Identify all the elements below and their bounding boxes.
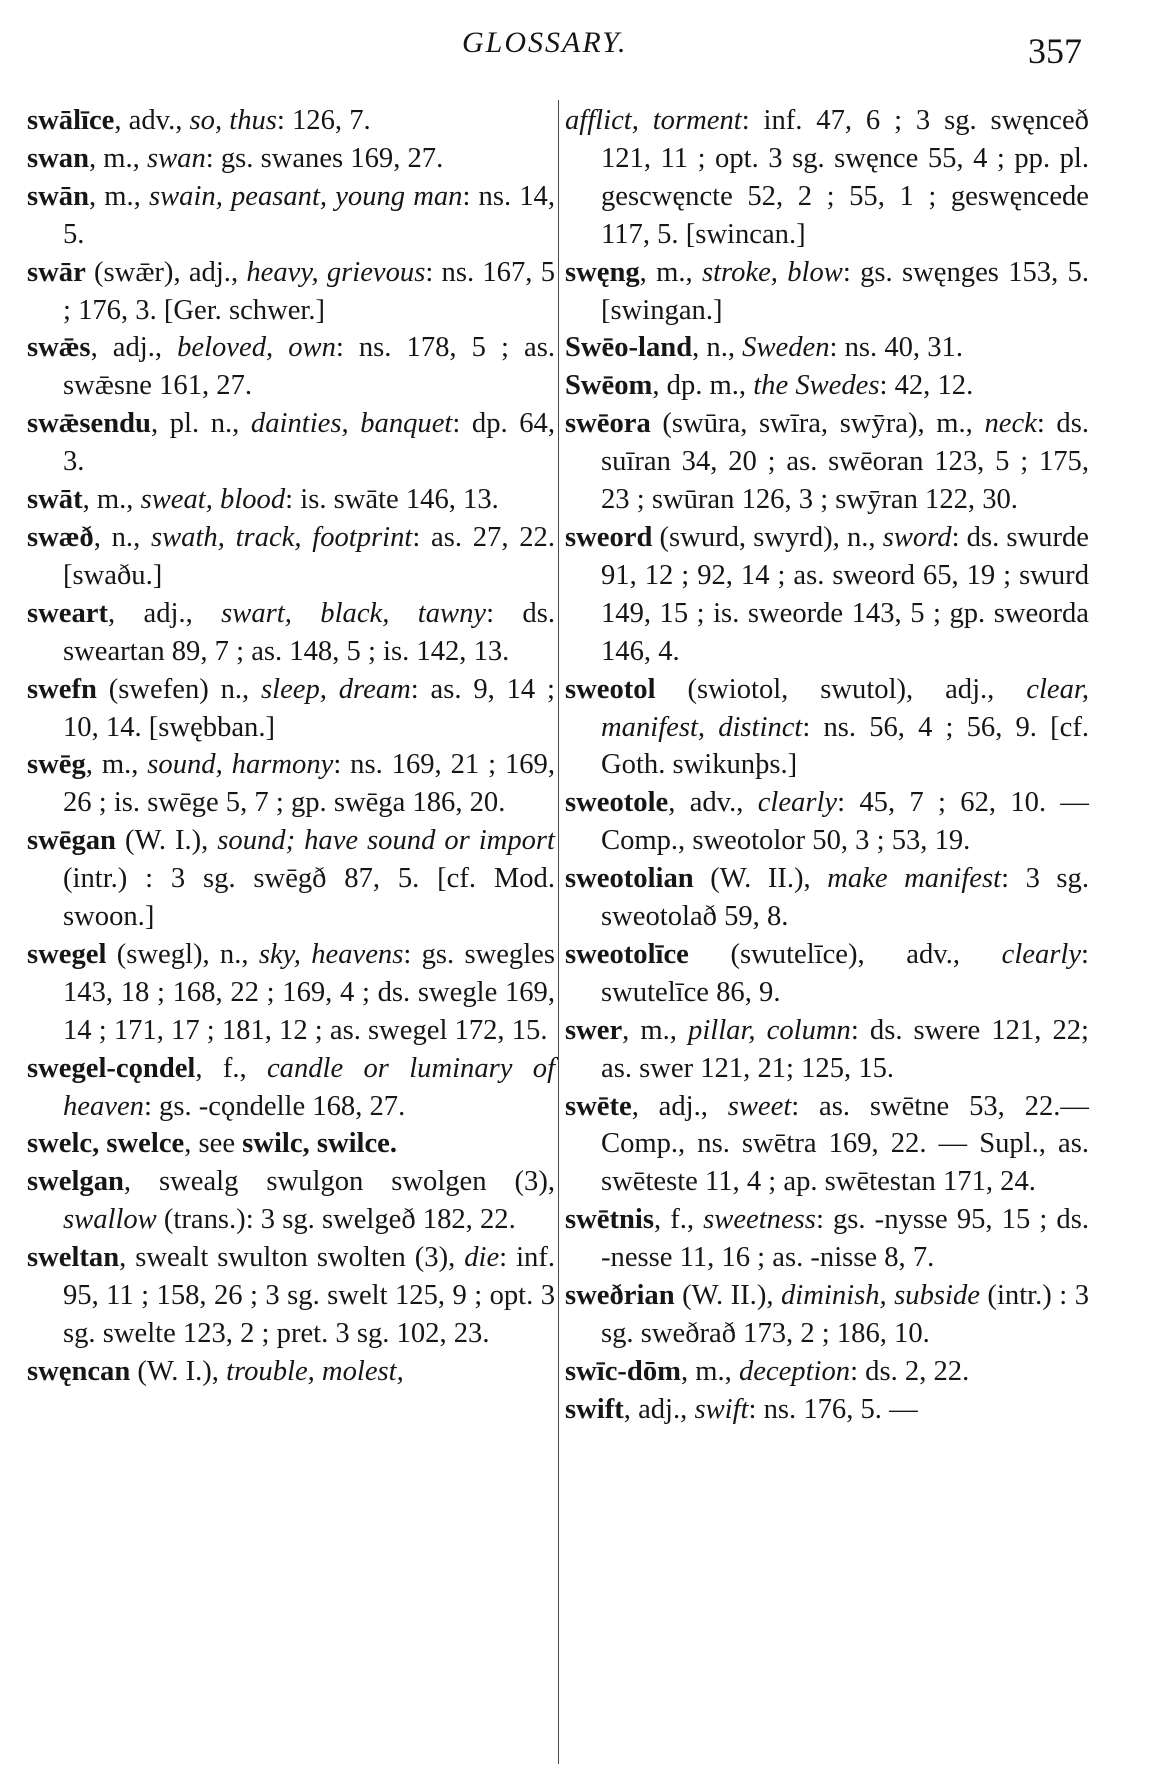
entry-citations: : inf. 95, 11 ; 158, 26 ; 3 sg. swelt 125, 9 ; opt. 3 sg. swelte 123, 2 ; pret. 3 sg. 102, 23.	[63, 1242, 555, 1349]
glossary-entry	[27, 822, 555, 936]
entry-citations: swilc, swilce.	[242, 1128, 398, 1160]
entry-citations: : ns. 56, 4 ; 56, 9. [cf. Goth. swikunþs.]	[601, 711, 1089, 781]
entry-citations: : as. 9, 14 ; 10, 14. [swębban.]	[63, 673, 555, 743]
headword: sweðrian	[565, 1280, 675, 1312]
entry-meaning: pillar, column	[688, 1014, 851, 1046]
entry-grammar: , see	[184, 1128, 243, 1160]
headword: swēg	[27, 749, 86, 781]
entry-citations: : as. swētne 53, 22.— Comp., ns. swētra 169, 22. — Supl., as. swēteste 11, 4 ; ap. swētestan 171, 24.	[601, 1090, 1089, 1198]
entry-citations: : ds. swurde 91, 12 ; 92, 14 ; as. sweord 65, 19 ; swurd 149, 15 ; is. sweorde 143, 5 ; gp. sweorda 146, 4.	[601, 521, 1089, 667]
glossary-entry	[27, 140, 555, 178]
glossary-entry	[565, 784, 1089, 860]
entry-grammar: , adj.,	[631, 1090, 728, 1122]
headword: sweotolīce	[565, 938, 689, 970]
headword: swæð	[27, 521, 94, 553]
entry-grammar: , adv.,	[114, 105, 190, 136]
entry-grammar: (W. I.),	[130, 1355, 227, 1387]
entry-grammar: (swiotol, swutol), adj.,	[655, 673, 1027, 705]
entry-meaning: clearly	[757, 787, 838, 819]
entry-citations: : 45, 7 ; 62, 10. — Comp., sweotolor 50, 3 ; 53, 19.	[601, 787, 1089, 857]
entry-meaning: swan	[146, 142, 206, 174]
glossary-entry	[565, 671, 1089, 785]
headword: swētnis	[565, 1204, 654, 1236]
entry-meaning: sound, harmony	[147, 749, 334, 781]
glossary-entry	[27, 936, 555, 1050]
entry-citations: : swutelīce 86, 9.	[601, 938, 1089, 1008]
entry-citations: : 42, 12.	[879, 370, 974, 402]
entry-grammar: (swegl), n.,	[106, 938, 259, 970]
entry-citations: : ns. 14, 5.	[63, 180, 555, 250]
entry-citations: : 126, 7.	[276, 105, 371, 136]
headword: swēgan	[27, 825, 116, 857]
glossary-entry	[27, 519, 555, 595]
headword: sweltan	[27, 1242, 120, 1274]
headword: swan	[27, 142, 89, 174]
headword: swāt	[27, 484, 83, 516]
glossary-entry	[27, 329, 555, 405]
entry-meaning: swain, peasant, young man	[148, 180, 463, 212]
entry-grammar: , m.,	[639, 256, 702, 288]
entry-meaning: heavy, grievous	[246, 256, 426, 288]
entry-meaning: trouble, molest,	[226, 1355, 404, 1387]
entry-grammar: (swefen) n.,	[96, 673, 262, 705]
entry-grammar: (swǣr), adj.,	[85, 256, 247, 288]
entry-meaning: swift	[694, 1393, 749, 1425]
glossary-entry	[27, 746, 555, 822]
entry-meaning: swart, black, tawny	[221, 597, 487, 629]
entry-citations: : ns. 176, 5. —	[748, 1393, 918, 1425]
headword: swelc, swelce	[27, 1128, 185, 1160]
entry-meaning: so, thus	[189, 105, 277, 136]
entry-meaning: sky, heavens	[258, 938, 404, 970]
headword: swęncan	[27, 1355, 131, 1387]
glossary-entry	[27, 595, 555, 671]
glossary-entry	[565, 102, 1089, 254]
entry-citations: (intr.) : 3 sg. sweðrað 173, 2 ; 186, 10.	[601, 1280, 1089, 1349]
entry-citations: : gs. -nysse 95, 15 ; ds. -nesse 11, 16 ; as. -nisse 8, 7.	[601, 1204, 1090, 1274]
glossary-entry	[565, 1201, 1089, 1277]
headword: swǣsendu	[27, 408, 151, 440]
entry-meaning: swath, track, footprint	[150, 521, 413, 553]
entry-citations: : ns. 178, 5 ; as. swǣsne 161, 27.	[63, 332, 555, 402]
entry-meaning: clear, manifest, distinct	[601, 673, 1089, 743]
entry-citations: : ds. 2, 22.	[850, 1355, 970, 1387]
entry-citations: : as. 27, 22. [swaðu.]	[63, 521, 555, 591]
entry-grammar: , m.,	[680, 1355, 739, 1387]
entry-meaning: deception	[738, 1355, 851, 1387]
glossary-entry	[27, 1353, 555, 1391]
entry-citations: : ns. 40, 31.	[829, 332, 963, 364]
entry-grammar: , m.,	[85, 749, 148, 781]
entry-meaning: swallow	[63, 1204, 157, 1236]
glossary-entry	[565, 936, 1089, 1012]
entry-citations: : ds. sweartan 89, 7 ; as. 148, 5 ; is. 142, 13.	[63, 597, 555, 667]
entry-meaning: sweetness	[703, 1204, 816, 1236]
glossary-entry	[565, 519, 1089, 671]
glossary-entry	[565, 1277, 1089, 1353]
headword: swęng	[565, 256, 640, 288]
entry-grammar: , m.,	[82, 484, 141, 516]
headword: sweotol	[565, 673, 656, 705]
glossary-entry	[27, 481, 555, 519]
entry-citations: : inf. 47, 6 ; 3 sg. swęnceð 121, 11 ; opt. 3 sg. swęnce 55, 4 ; pp. pl. gescwęncte 52, 2 ; 55, 1 ; geswęncede 117, 5. [swincan.]	[601, 105, 1089, 250]
glossary-entry	[27, 1125, 555, 1163]
glossary-entry	[27, 671, 555, 747]
glossary-entry	[565, 367, 1089, 405]
glossary-entry	[27, 1239, 555, 1353]
column-divider	[558, 100, 559, 1764]
entry-meaning: Sweden	[742, 332, 830, 364]
entry-grammar: , dp. m.,	[652, 370, 754, 402]
entry-grammar: (W. II.),	[693, 863, 828, 895]
glossary-entry	[27, 254, 555, 330]
headword: swīc-dōm	[565, 1355, 681, 1387]
entry-grammar: , adj.,	[107, 597, 222, 629]
entry-citations: : ds. swere 121, 22; as. swer 121, 21; 125, 15.	[601, 1014, 1090, 1084]
glossary-entry	[565, 405, 1089, 519]
entry-meaning: sweet	[727, 1090, 792, 1122]
headword: sweotolian	[565, 863, 694, 895]
glossary-entry	[565, 1391, 1089, 1429]
entry-meaning: candle or luminary of heaven	[63, 1052, 556, 1122]
entry-meaning: sweat, blood	[140, 484, 286, 516]
entry-citations: : gs. -cǫndelle 168, 27.	[143, 1090, 406, 1122]
right-column	[565, 102, 1089, 1429]
entry-citations: : ds. suīran 34, 20 ; as. swēoran 123, 5 ; 175, 23 ; swūran 126, 3 ; swȳran 122, 30.	[601, 408, 1089, 516]
headword: swān	[27, 180, 89, 212]
headword: swegel	[27, 938, 107, 970]
entry-grammar: , m.,	[88, 142, 147, 174]
glossary-entry	[565, 1088, 1089, 1202]
running-title: GLOSSARY.	[462, 26, 628, 59]
entry-meaning: stroke, blow	[701, 256, 843, 288]
headword: swer	[565, 1014, 623, 1046]
entry-meaning: make manifest	[827, 863, 1002, 895]
headword: swālīce	[27, 105, 115, 136]
headword: swār	[27, 256, 86, 288]
entry-grammar: , adv.,	[668, 787, 758, 819]
glossary-entry	[27, 178, 555, 254]
headword: swift	[565, 1393, 624, 1425]
entry-citations: : dp. 64, 3.	[63, 408, 555, 478]
headword: swǣs	[27, 332, 91, 364]
entry-citations: : gs. swanes 169, 27.	[205, 142, 444, 174]
glossary-entry	[565, 254, 1089, 330]
headword: Swēo-land	[565, 332, 693, 364]
headword: sweart	[27, 597, 108, 629]
entry-grammar: (swūra, swīra, swȳra), m.,	[650, 408, 985, 440]
entry-citations: : gs. swęnges 153, 5. [swingan.]	[601, 256, 1089, 326]
entry-meaning: diminish, subside	[781, 1280, 980, 1312]
page-number: 357	[1028, 31, 1082, 71]
glossary-entry	[565, 1012, 1089, 1088]
headword: sweord	[565, 521, 653, 553]
entry-meaning: dainties, banquet	[250, 408, 453, 440]
entry-meaning: neck	[984, 408, 1037, 440]
headword: Swēom	[565, 370, 653, 402]
entry-citations: : ns. 169, 21 ; 169, 26 ; is. swēge 5, 7 ; gp. swēga 186, 20.	[63, 749, 555, 819]
entry-grammar: (swurd, swyrd), n.,	[652, 521, 883, 553]
glossary-entry	[27, 1163, 555, 1239]
entry-meaning: clearly	[1001, 938, 1082, 970]
entry-grammar: , f.,	[195, 1052, 267, 1084]
glossary-entry	[27, 1050, 555, 1126]
entry-grammar: , adj.,	[90, 332, 178, 364]
headword: swelgan	[27, 1166, 124, 1198]
entry-meaning: sound; have sound or import	[217, 825, 555, 857]
glossary-entry	[27, 102, 555, 140]
glossary-entry	[565, 860, 1089, 936]
glossary-entry	[27, 405, 555, 481]
entry-meaning: the Swedes	[753, 370, 880, 402]
entry-grammar: , pl. n.,	[150, 408, 251, 440]
glossary-entry	[565, 1353, 1089, 1391]
entry-citations: : ns. 167, 5 ; 176, 3. [Ger. schwer.]	[63, 256, 555, 326]
entry-grammar: (swutelīce), adv.,	[688, 938, 1002, 970]
entry-citations: (intr.) : 3 sg. swēgð 87, 5. [cf. Mod. swoon.]	[63, 863, 555, 933]
entry-citations: : is. swāte 146, 13.	[285, 484, 499, 516]
entry-meaning: die	[464, 1242, 500, 1274]
entry-citations: : 3 sg. sweotolað 59, 8.	[601, 863, 1090, 933]
entry-meaning: beloved, own	[177, 332, 336, 364]
headword: swēte	[565, 1090, 632, 1122]
entry-grammar: , n.,	[692, 332, 743, 364]
entry-grammar: , m.,	[622, 1014, 689, 1046]
entry-grammar: , adj.,	[623, 1393, 695, 1425]
entry-grammar: , swealg swulgon swolgen (3),	[123, 1166, 555, 1198]
headword: swefn	[27, 673, 97, 705]
entry-grammar: (W. II.),	[674, 1280, 781, 1312]
entry-meaning: afflict, torment	[565, 105, 742, 136]
entry-meaning: sword	[882, 521, 952, 553]
entry-grammar: , n.,	[93, 521, 151, 553]
running-head	[0, 22, 1158, 72]
entry-grammar: , m.,	[88, 180, 149, 212]
entry-meaning: sleep, dream	[261, 673, 411, 705]
glossary-entry	[565, 329, 1089, 367]
headword: sweotole	[565, 787, 669, 819]
entry-citations: (trans.): 3 sg. swelgeð 182, 22.	[156, 1204, 516, 1236]
headword: swegel-cǫndel	[27, 1052, 196, 1084]
entry-citations: : gs. swegles 143, 18 ; 168, 22 ; 169, 4 ; ds. swegle 169, 14 ; 171, 17 ; 181, 12 ; as. swegel 172, 15.	[63, 938, 555, 1046]
left-column	[27, 102, 555, 1391]
entry-grammar: , f.,	[653, 1204, 704, 1236]
entry-grammar: (W. I.),	[115, 825, 218, 857]
headword: swēora	[565, 408, 651, 440]
entry-grammar: , swealt swulton swolten (3),	[119, 1242, 465, 1274]
